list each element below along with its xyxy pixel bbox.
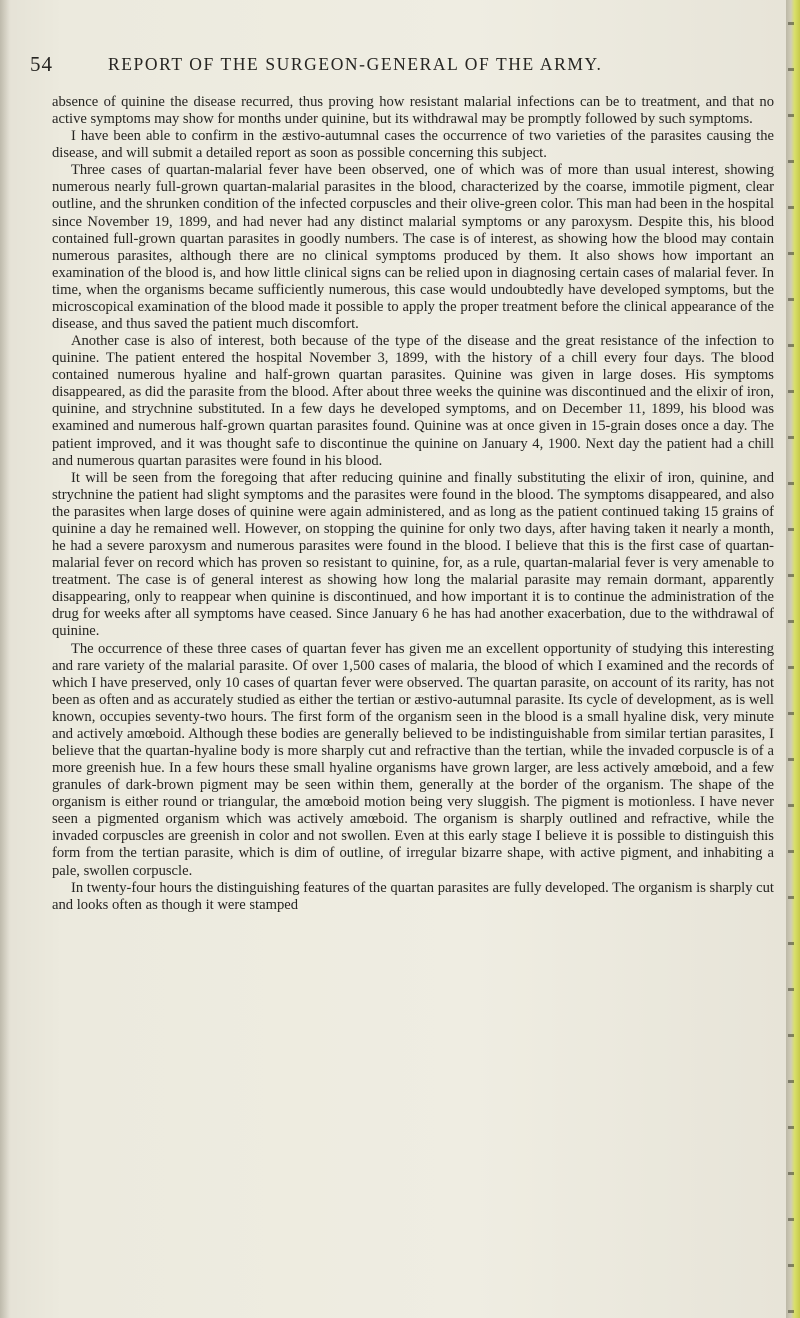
paragraph: The occurrence of these three cases of quartan fever has given me an excellent opportunity of studying this interesting and rare variety of the malarial parasite. Of over 1,500 cases of malaria, the blood of which I examined and the records of which I have preserved, only 10 cases of quartan fever were observed. The quartan parasite, on account of its rarity, has not been as often and as accurately studied as either the tertian or æstivo-autumnal parasite. Its cycle of development, as is well known, occupies seventy-two hours. The first form of the organism seen in the blood is a small hyaline disk, very minute and actively amœboid. Although these bodies are generally believed to be indistinguishable from similar tertian parasites, I believe that the quartan-hyaline body is more sharply cut and refractive than the tertian, while the invaded corpuscle is of a more greenish hue. In a few hours these small hyaline organisms have grown larger, are less actively amœboid, and a few granules of dark-brown pigment may be seen within them, generally at the border of the organism. The shape of the organism is either round or triangular, the amœboid motion being very sluggish. The pigment is motionless. I have never seen a pigmented organism which was actively amœboid. The organism is sharply outlined and refractive, while the invaded corpuscles are greenish in color and not swollen. Even at this early stage I believe it is possible to distinguish this form from the tertian parasite, which is dim of outline, of irregular bizarre shape, with active pigment, and inhabiting a pale, swollen corpuscle. <box>52 640 774 879</box>
paragraph: Three cases of quartan-malarial fever have been observed, one of which was of more than usual interest, showing numerous nearly full-grown quartan-malarial parasites in the blood, characterized by the coarse, immotile pigment, clear outline, and the shrunken condition of the infected corpuscles and their olive-green color. This man had been in the hospital since November 19, 1899, and had never had any distinct malarial symptoms or any paroxysm. Despite this, his blood contained full-grown quartan parasites in goodly numbers. The case is of interest, as showing how the blood may contain numerous parasites, although there are no clinical symptoms produced by them. It also shows how important an examination of the blood is, and how little clinical signs can be relied upon in diagnosing certain cases of malarial fever. In time, when the organisms became sufficiently numerous, this case would undoubtedly have developed symptoms, but the microscopical examination of the blood made it possible to apply the proper treatment before the clinical appearance of the disease, and thus saved the patient much discomfort. <box>52 162 774 333</box>
page-number: 54 <box>30 52 53 76</box>
paragraph: It will be seen from the foregoing that after reducing quinine and finally substituting the elixir of iron, quinine, and strychnine the patient had slight symptoms and the parasites were found in the blood. The symptoms disappeared, and also the parasites when large doses of quinine were again administered, and as long as the patient continued taking 15 grains of quinine a day he remained well. However, on stopping the quinine for only two days, after having taken it nearly a month, he had a severe paroxysm and numerous parasites were found in the blood. I believe that this is the first case of quartan-malarial fever on record which has proven so resistant to quinine, for, as a rule, quartan-malarial fever is very amenable to treatment. The case is of general interest as showing how long the malarial parasite may remain dormant, apparently disappearing, only to reappear when quinine is discontinued, and how important it is to continue the administration of the drug for weeks after all symptoms have ceased. Since January 6 he has had another exacerbation, due to the withdrawal of quinine. <box>52 469 774 640</box>
paragraph: I have been able to confirm in the æstivo-autumnal cases the occurrence of two varieties of the parasites causing the disease, and will submit a detailed report as soon as possible concerning this subject. <box>52 128 774 162</box>
page-edge <box>786 0 800 1318</box>
paragraph: Another case is also of interest, both because of the type of the disease and the great resistance of the infection to quinine. The patient entered the hospital November 3, 1899, with the history of a chill every four days. The blood contained numerous hyaline and half-grown quartan parasites. Quinine was given in large doses. His symptoms disappeared, as did the parasite from the blood. After about three weeks the quinine was discontinued and the elixir of iron, quinine, and strychnine substituted. In a few days he developed symptoms, and on December 11, 1899, his blood was examined and numerous half-grown quartan parasites found. Quinine was at once given in 15-grain doses once a day. The patient improved, and it was thought safe to discontinue the quinine on January 4, 1900. Next day the patient had a chill and numerous quartan parasites were found in his blood. <box>52 333 774 469</box>
paragraph: absence of quinine the disease recurred, thus proving how resistant malarial infections can be to treatment, and that no active symptoms may show for months under quinine, but its withdrawal may be promptly followed by such symptoms. <box>52 94 774 128</box>
body-text <box>52 94 774 914</box>
edge-marks <box>788 0 794 1318</box>
paragraph: In twenty-four hours the distinguishing features of the quartan parasites are fully developed. The organism is sharply cut and looks often as though it were stamped <box>52 879 774 913</box>
binding-shadow <box>0 0 10 1318</box>
running-header: REPORT OF THE SURGEON-GENERAL OF THE ARMY. <box>108 54 603 74</box>
